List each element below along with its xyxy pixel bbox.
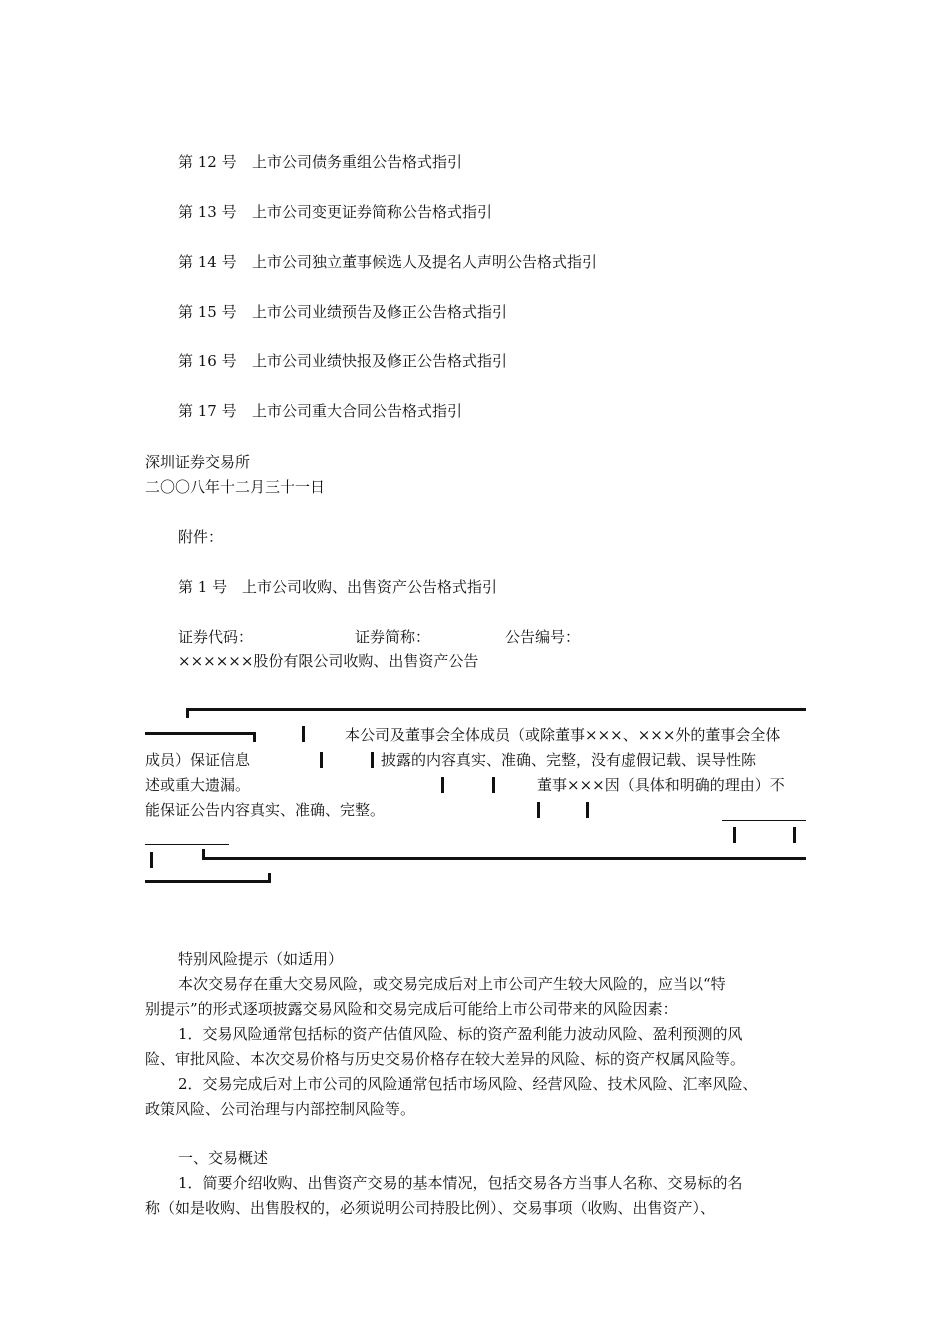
- guide-title: 上市公司业绩快报及修正公告格式指引: [252, 352, 508, 370]
- box-border-mark: [320, 752, 323, 768]
- box-line-3b: 董事×××因（具体和明确的理由）不: [537, 776, 785, 794]
- box-line-3a: 述或重大遗漏。: [145, 776, 251, 794]
- box-top-left-corner: [186, 708, 189, 718]
- risk-paragraph-1: 本次交易存在重大交易风险，或交易完成后对上市公司产生较大风险的，应当以“特: [178, 975, 726, 993]
- risk-paragraph-2-cont: 险、审批风险、本次交易价格与历史交易价格存在较大差异的风险、标的资产权属风险等。: [145, 1050, 746, 1068]
- overview-paragraph-1-cont: 称（如是收购、出售股权的，必须说明公司持股比例）、交易事项（收购、出售资产）、: [145, 1199, 716, 1217]
- guide-item-17: [178, 401, 462, 421]
- guide-number: 第 16 号: [178, 352, 237, 370]
- risk-paragraph-2: 1．交易风险通常包括标的资产估值风险、标的资产盈利能力波动风险、盈利预测的风: [178, 1025, 743, 1043]
- notice-number-label: 公告编号：: [505, 628, 581, 646]
- box-border-mark: [733, 827, 736, 843]
- box-line-4: 能保证公告内容真实、准确、完整。: [145, 801, 386, 819]
- box-border-mark: [793, 827, 796, 843]
- guide-title: 上市公司债务重组公告格式指引: [252, 153, 463, 171]
- attachment-heading-number: 第 1 号: [178, 578, 228, 596]
- guide-title: 上市公司重大合同公告格式指引: [252, 402, 463, 420]
- box-border-mark: [150, 852, 153, 868]
- box-underline: [145, 844, 229, 845]
- guide-item-15: [178, 302, 507, 322]
- guide-item-16: [178, 351, 507, 371]
- box-bottom-border: [202, 857, 806, 860]
- risk-title: 特别风险提示（如适用）: [178, 950, 344, 968]
- box-left-border: [302, 726, 305, 742]
- guide-number: 第 17 号: [178, 402, 237, 420]
- box-underline: [722, 820, 806, 821]
- box-top-border-wrap: [145, 732, 255, 735]
- overview-paragraph-1: 1．简要介绍收购、出售资产交易的基本情况，包括交易各方当事人名称、交易标的名: [178, 1174, 743, 1192]
- attachment-label: 附件：: [178, 528, 224, 546]
- guide-item-12: [178, 152, 462, 172]
- box-bottom-right-corner: [268, 873, 271, 883]
- guide-item-13: [178, 202, 492, 222]
- security-abbr-label: 证券简称：: [355, 628, 431, 646]
- security-code-label: 证券代码：: [178, 628, 254, 646]
- box-top-right-corner: [253, 732, 256, 742]
- box-line-2a: 成员）保证信息: [145, 751, 251, 769]
- box-bottom-border-wrap: [145, 880, 271, 883]
- guide-number: 第 13 号: [178, 203, 237, 221]
- box-line-2b: 披露的内容真实、准确、完整，没有虚假记载、误导性陈: [381, 751, 757, 769]
- risk-paragraph-3: 2．交易完成后对上市公司的风险通常包括市场风险、经营风险、技术风险、汇率风险、: [178, 1075, 758, 1093]
- overview-title: 一、交易概述: [178, 1149, 269, 1167]
- guide-number: 第 12 号: [178, 153, 237, 171]
- guide-title: 上市公司业绩预告及修正公告格式指引: [252, 303, 508, 321]
- box-line-1: 本公司及董事会全体成员（或除董事×××、×××外的董事会全体: [345, 726, 781, 744]
- box-border-mark: [586, 802, 589, 818]
- box-border-mark: [492, 777, 495, 793]
- box-border-mark: [441, 777, 444, 793]
- guide-title: 上市公司独立董事候选人及提名人声明公告格式指引: [252, 253, 598, 271]
- signature-date: 二〇〇八年十二月三十一日: [145, 478, 326, 496]
- box-border-mark: [371, 752, 374, 768]
- attachment-heading-title: 上市公司收购、出售资产公告格式指引: [242, 578, 498, 596]
- signature-org: 深圳证券交易所: [145, 453, 251, 471]
- box-top-border: [186, 708, 806, 711]
- risk-paragraph-3-cont: 政策风险、公司治理与内部控制风险等。: [145, 1100, 416, 1118]
- notice-title: ××××××股份有限公司收购、出售资产公告: [178, 652, 479, 670]
- guide-title: 上市公司变更证券简称公告格式指引: [252, 203, 493, 221]
- box-border-mark: [537, 802, 540, 818]
- risk-paragraph-1-cont: 别提示”的形式逐项披露交易风险和交易完成后可能给上市公司带来的风险因素：: [145, 1000, 678, 1018]
- guide-number: 第 14 号: [178, 253, 237, 271]
- guide-item-14: [178, 252, 597, 272]
- attachment-heading: [178, 577, 497, 597]
- guide-number: 第 15 号: [178, 303, 237, 321]
